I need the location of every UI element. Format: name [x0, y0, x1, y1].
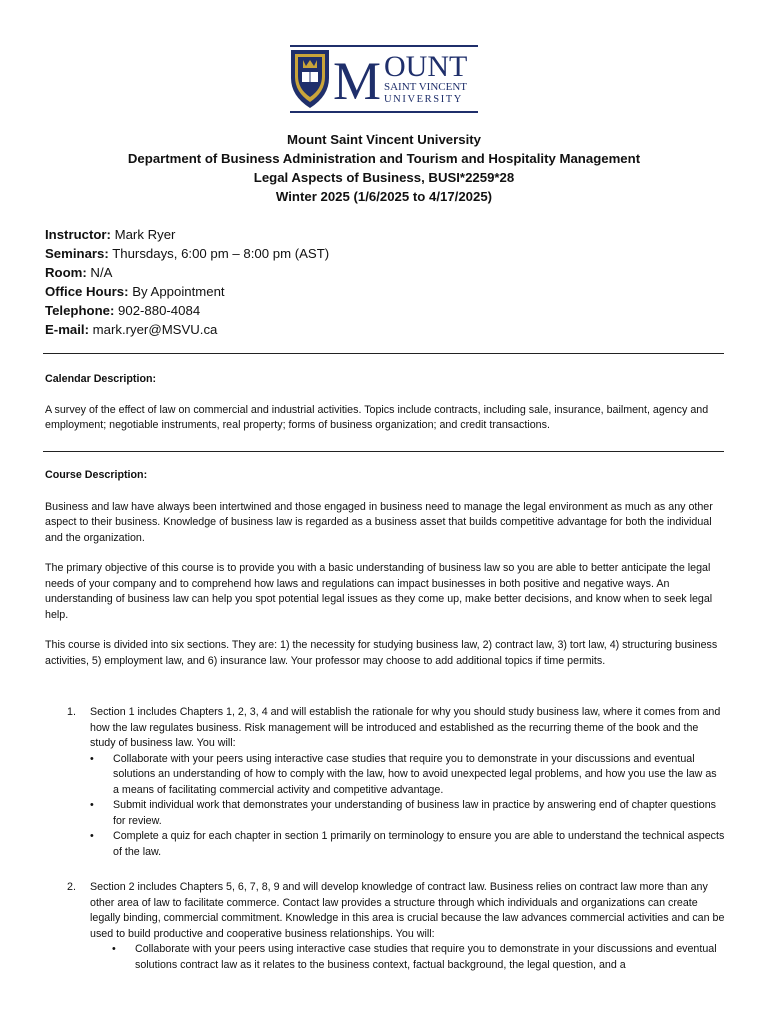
section-text: Section 2 includes Chapters 5, 6, 7, 8, 9 and will develop knowledge of contract law. Business relies on contract law more than any other area of law to facilitate commerce. Contact law provides a structure through which individuals and organizations can create legally binding, commercial commitment. Knowledge in this area is crucial because the law advances commercial activities and can be used to build productive and cooperative business relationships. You will: — [90, 881, 725, 940]
divider — [43, 353, 724, 354]
course-heading — [0, 130, 768, 206]
section-number: 2. — [67, 881, 76, 893]
course-description — [45, 468, 725, 669]
logo-big-letter: M — [333, 51, 382, 111]
section-item-2 — [45, 880, 725, 973]
logo-line2: UNIVERSITY — [384, 94, 463, 105]
email-row: E-mail: mark.ryer@MSVU.ca — [45, 322, 218, 337]
crest-icon — [291, 50, 329, 108]
calendar-text: A survey of the effect of law on commercial and industrial activities. Topics include contracts, including sale, insurance, bailment, agency and employment; negotiable instruments, real property; forms of business organization; and credit transactions. — [45, 403, 709, 431]
telephone-row: Telephone: 902-880-4084 — [45, 303, 201, 318]
section-bullets — [45, 942, 725, 973]
section-item-1 — [45, 705, 725, 860]
contact-info — [45, 225, 329, 339]
list-item: • Collaborate with your peers using interactive case studies that require you to demonstrate in your discussions and eventual solutions an understanding of how to comply with the law, how to avoid unexpected legal problems, and how you use the law as a means of facilitating commercial activity and competitive advantage. — [90, 752, 717, 796]
course-paragraph-2: The primary objective of this course is to provide you with a basic understanding of business law so you are able to better anticipate the legal needs of your company and to comprehend how laws and regulations can impact businesses in both positive and negative ways. An understanding of business law can help you spot potential legal issues as they come up, make better decisions, and know when to seek legal help. — [45, 562, 713, 621]
university-name: Mount Saint Vincent University — [287, 132, 481, 147]
course-label: Course Description: — [45, 469, 148, 481]
instructor-row: Instructor: Mark Ryer — [45, 227, 176, 242]
section-text: Section 1 includes Chapters 1, 2, 3, 4 and will establish the rationale for why you should study business law, where it comes from and how the law regulates business. Risk management will be introduced and established as the recurring theme of the book and the study of business law. You will: — [90, 706, 721, 749]
list-item: • Collaborate with your peers using interactive case studies that require you to demonstrate in your discussions and eventual solutions contract law as it relates to the business context, factual background, the legal question, and a — [112, 943, 717, 971]
term-dates: Winter 2025 (1/6/2025 to 4/17/2025) — [275, 189, 493, 204]
section-number: 1. — [67, 706, 76, 718]
calendar-label: Calendar Description: — [45, 373, 157, 385]
divider — [43, 451, 724, 452]
room-row: Room: N/A — [45, 265, 113, 280]
bullet-icon: • — [90, 752, 94, 765]
logo-word: OUNT — [384, 50, 468, 83]
office-hours-row: Office Hours: By Appointment — [45, 284, 225, 299]
section-bullets — [45, 752, 725, 861]
seminars-row: Seminars: Thursdays, 6:00 pm – 8:00 pm (AST) — [45, 246, 330, 261]
course-paragraph-3: This course is divided into six sections. They are: 1) the necessity for studying business law, 2) contract law, 3) tort law, 4) structuring business activities, 5) employment law, and 6) insurance law. Your professor may choose to add additional topics if time permits. — [45, 639, 718, 667]
bullet-icon: • — [90, 830, 94, 842]
calendar-description — [45, 372, 725, 434]
logo-line1: SAINT VINCENT — [384, 81, 468, 93]
course-title: Legal Aspects of Business, BUSI*2259*28 — [253, 170, 515, 185]
university-logo — [288, 44, 480, 114]
list-item: • Submit individual work that demonstrates your understanding of business law in practice by answering end of chapter questions for review. — [90, 799, 716, 827]
course-paragraph-1: Business and law have always been intertwined and those engaged in business need to manage the legal environment as much as any other aspect to their business. Knowledge of business law is regarded as a business asset that builds competitive advantage for both the individual and the organization. — [45, 500, 713, 544]
department-name: Department of Business Administration and Tourism and Hospitality Management — [127, 151, 641, 166]
bullet-icon: • — [90, 799, 94, 811]
bullet-icon: • — [112, 943, 116, 955]
list-item: • Complete a quiz for each chapter in section 1 primarily on terminology to ensure you are able to understand the technical aspects of the law. — [90, 830, 725, 858]
